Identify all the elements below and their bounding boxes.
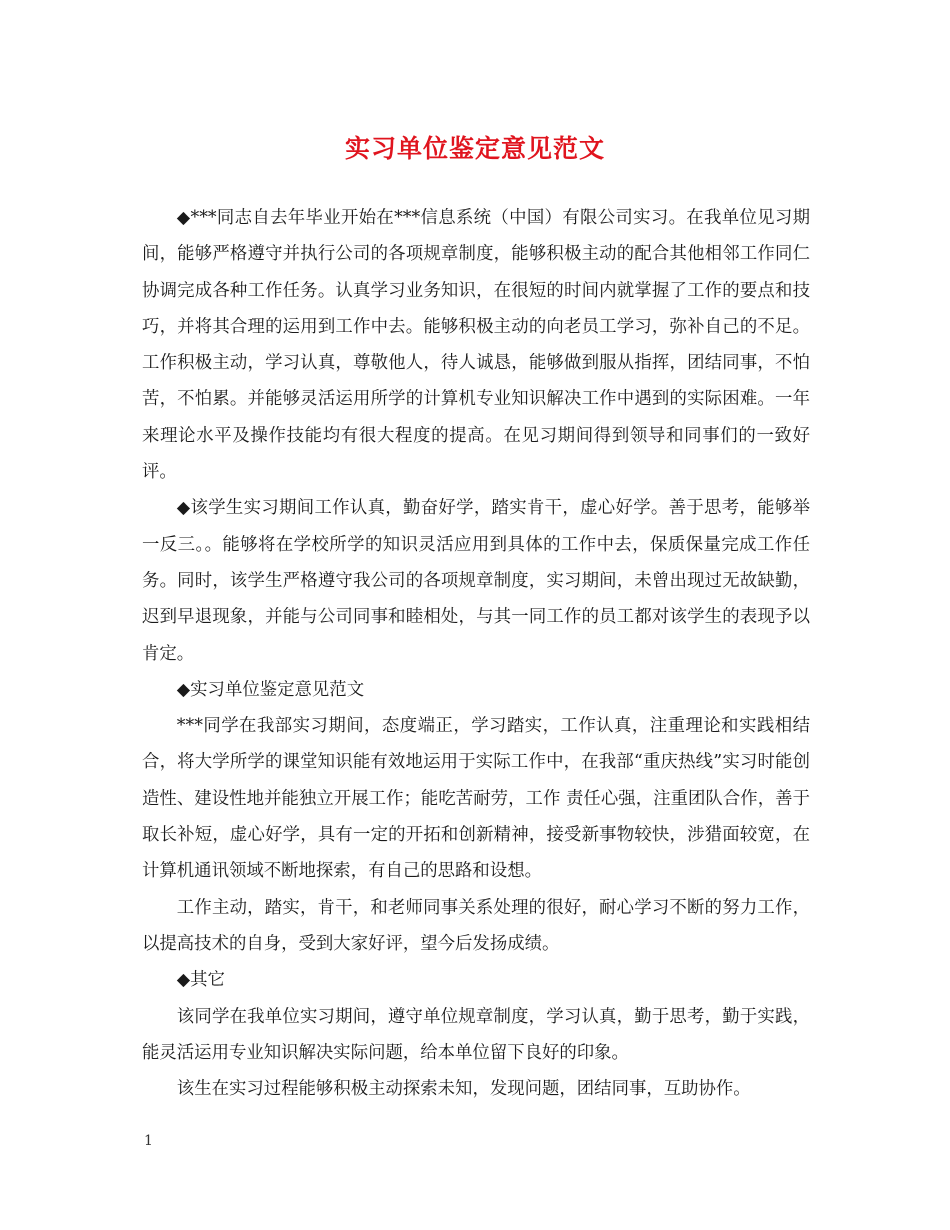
paragraph: 该生在实习过程能够积极主动探索未知，发现问题，团结同事，互助协作。 bbox=[176, 1079, 751, 1100]
document-body bbox=[142, 200, 810, 1107]
paragraph: ***同学在我部实习期间，态度端正，学习踏实，工作认真，注重理论和实践相结合，将大学所学的课堂知识能有效地运用于实际工作中，在我部“重庆热线”实习时能创造性、建设性地并能独立开展工作；能吃苦耐劳，工作 责任心强，注重团队合作，善于取长补短，虚心好学，具有一定的开拓和创新精神，接受新事物较快，涉猎面较宽，在计算机通讯领域不断地探索，有自己的思路和设想。 bbox=[142, 716, 810, 882]
paragraph: 该同学在我单位实习期间，遵守单位规章制度，学习认真，勤于思考，勤于实践，能灵活运用专业知识解决实际问题，给本单位留下良好的印象。 bbox=[142, 1006, 810, 1063]
page-number: 1 bbox=[144, 1133, 153, 1149]
paragraph: ◆实习单位鉴定意见范文 bbox=[176, 679, 365, 700]
paragraph: ◆该学生实习期间工作认真，勤奋好学，踏实肯干，虚心好学。善于思考，能够举一反三。。能够将在学校所学的知识灵活应用到具体的工作中去，保质保量完成工作任务。同时，该学生严格遵守我公司的各项规章制度，实习期间，未曾出现过无故缺勤，迟到早退现象，并能与公司同事和睦相处，与其一同工作的员工都对该学生的表现予以肯定。 bbox=[142, 498, 810, 664]
paragraph: ◆其它 bbox=[176, 970, 225, 991]
paragraph: 工作主动，踏实，肯干，和老师同事关系处理的很好，耐心学习不断的努力工作，以提高技术的自身，受到大家好评，望今后发扬成绩。 bbox=[142, 897, 810, 954]
paragraph: ◆***同志自去年毕业开始在***信息系统（中国）有限公司实习。在我单位见习期间，能够严格遵守并执行公司的各项规章制度，能够积极主动的配合其他相邻工作同仁协调完成各种工作任务。认真学习业务知识，在很短的时间内就掌握了工作的要点和技巧，并将其合理的运用到工作中去。能够积极主动的向老员工学习，弥补自己的不足。工作积极主动，学习认真，尊敬他人，待人诚恳，能够做到服从指挥，团结同事，不怕苦，不怕累。并能够灵活运用所学的计算机专业知识解决工作中遇到的实际困难。一年来理论水平及操作技能均有很大程度的提高。在见习期间得到领导和同事们的一致好评。 bbox=[142, 208, 810, 483]
document-title: 实习单位鉴定意见范文 bbox=[344, 134, 605, 163]
